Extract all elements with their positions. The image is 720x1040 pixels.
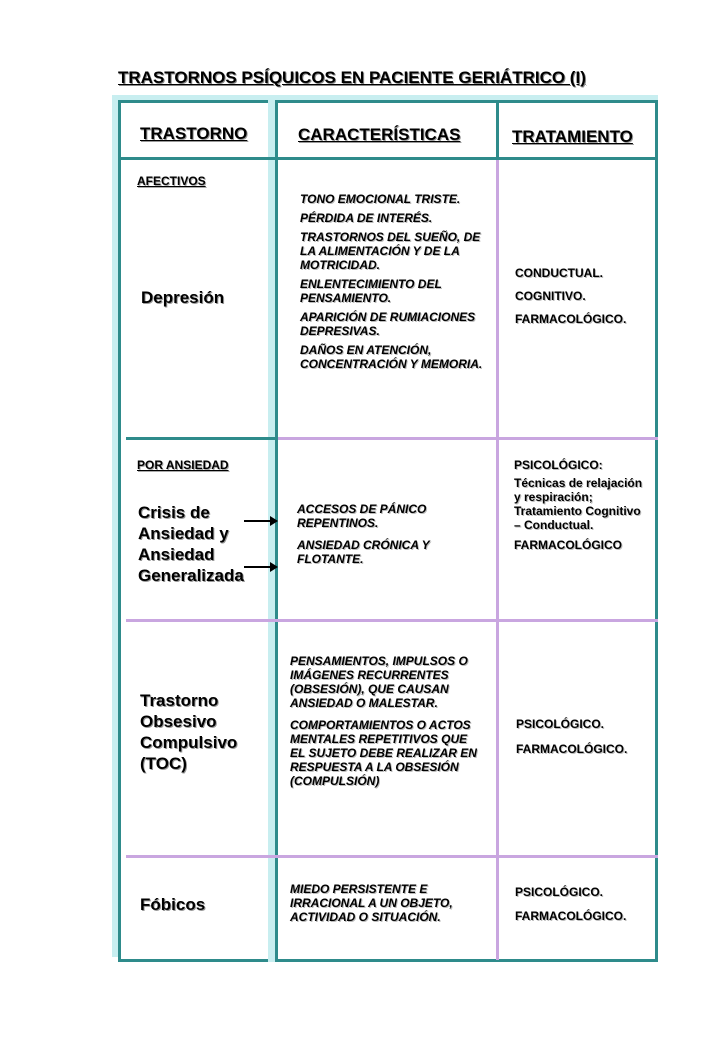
treat-item: FARMACOLÓGICO: [514, 538, 622, 552]
category-afectivos: AFECTIVOS: [137, 174, 206, 188]
treat-item: PSICOLÓGICO.: [516, 717, 605, 731]
header-disorder: TRASTORNO: [140, 124, 248, 143]
treat-item: PSICOLÓGICO:: [514, 458, 603, 472]
row-divider-2: [126, 619, 658, 622]
divider-col2-head: [496, 100, 499, 160]
char-item: ENLENTECIMIENTO DEL PENSAMIENTO.: [300, 277, 442, 305]
disorder-toc: Trastorno Obsesivo Compulsivo (TOC): [140, 691, 238, 773]
char-item: PÉRDIDA DE INTERÉS.: [300, 211, 433, 225]
treat-item: CONDUCTUAL.: [515, 266, 603, 280]
characteristics-toc: [290, 654, 485, 793]
row-divider-1b: [278, 437, 658, 440]
treatment-fobicos: [515, 885, 645, 932]
header-treatment: TRATAMIENTO: [512, 127, 633, 146]
disorder-ansiedad: Crisis de Ansiedad y Ansiedad Generalizada: [138, 503, 244, 585]
category-por-ansiedad: POR ANSIEDAD: [137, 458, 229, 472]
char-item: MIEDO PERSISTENTE E IRRACIONAL A UN OBJETO, ACTIVIDAD O SITUACIÓN.: [290, 882, 453, 924]
characteristics-fobicos: [290, 882, 480, 929]
treatment-ansiedad: [514, 458, 644, 561]
arrow-right-icon: [244, 520, 276, 522]
char-item: ACCESOS DE PÁNICO REPENTINOS.: [297, 502, 427, 530]
divider-col1: [275, 100, 278, 962]
treat-item: FARMACOLÓGICO.: [515, 312, 627, 326]
char-item: TRASTORNOS DEL SUEÑO, DE LA ALIMENTACIÓN Y DE LA MOTRICIDAD.: [300, 230, 481, 272]
arrow-right-icon: [244, 566, 276, 568]
treat-item: COGNITIVO.: [515, 289, 586, 303]
char-item: PENSAMIENTOS, IMPULSOS O IMÁGENES RECURRENTES (OBSESIÓN), QUE CAUSAN ANSIEDAD O MALESTAR.: [290, 654, 468, 710]
treat-item: Técnicas de relajación y respiración; Tratamiento Cognitivo – Conductual.: [514, 476, 643, 532]
treat-item: FARMACOLÓGICO.: [516, 742, 628, 756]
row-divider-1a: [126, 437, 276, 440]
characteristics-ansiedad: [297, 502, 482, 571]
char-item: APARICIÓN DE RUMIACIONES DEPRESIVAS.: [300, 310, 476, 338]
characteristics-depresion: [300, 192, 485, 376]
treat-item: FARMACOLÓGICO.: [515, 909, 627, 923]
row-divider-3: [126, 855, 658, 858]
char-item: DAÑOS EN ATENCIÓN, CONCENTRACIÓN Y MEMORIA.: [300, 343, 483, 371]
treatment-toc: [516, 717, 646, 765]
char-item: ANSIEDAD CRÓNICA Y FLOTANTE.: [297, 538, 430, 566]
header-divider: [118, 157, 658, 160]
char-item: COMPORTAMIENTOS O ACTOS MENTALES REPETITIVOS QUE EL SUJETO DEBE REALIZAR EN RESPUESTA A LA OBSESIÓN (COMPULSIÓN): [290, 718, 477, 788]
treatment-depresion: [515, 266, 645, 335]
disorder-depresion: Depresión: [141, 288, 225, 307]
divider-col2: [496, 160, 499, 960]
header-characteristics: CARACTERÍSTICAS: [298, 125, 461, 144]
page-title: TRASTORNOS PSÍQUICOS EN PACIENTE GERIÁTRICO (I): [118, 68, 586, 87]
disorder-fobicos: Fóbicos: [140, 895, 206, 914]
char-item: TONO EMOCIONAL TRISTE.: [300, 192, 461, 206]
treat-item: PSICOLÓGICO.: [515, 885, 604, 899]
